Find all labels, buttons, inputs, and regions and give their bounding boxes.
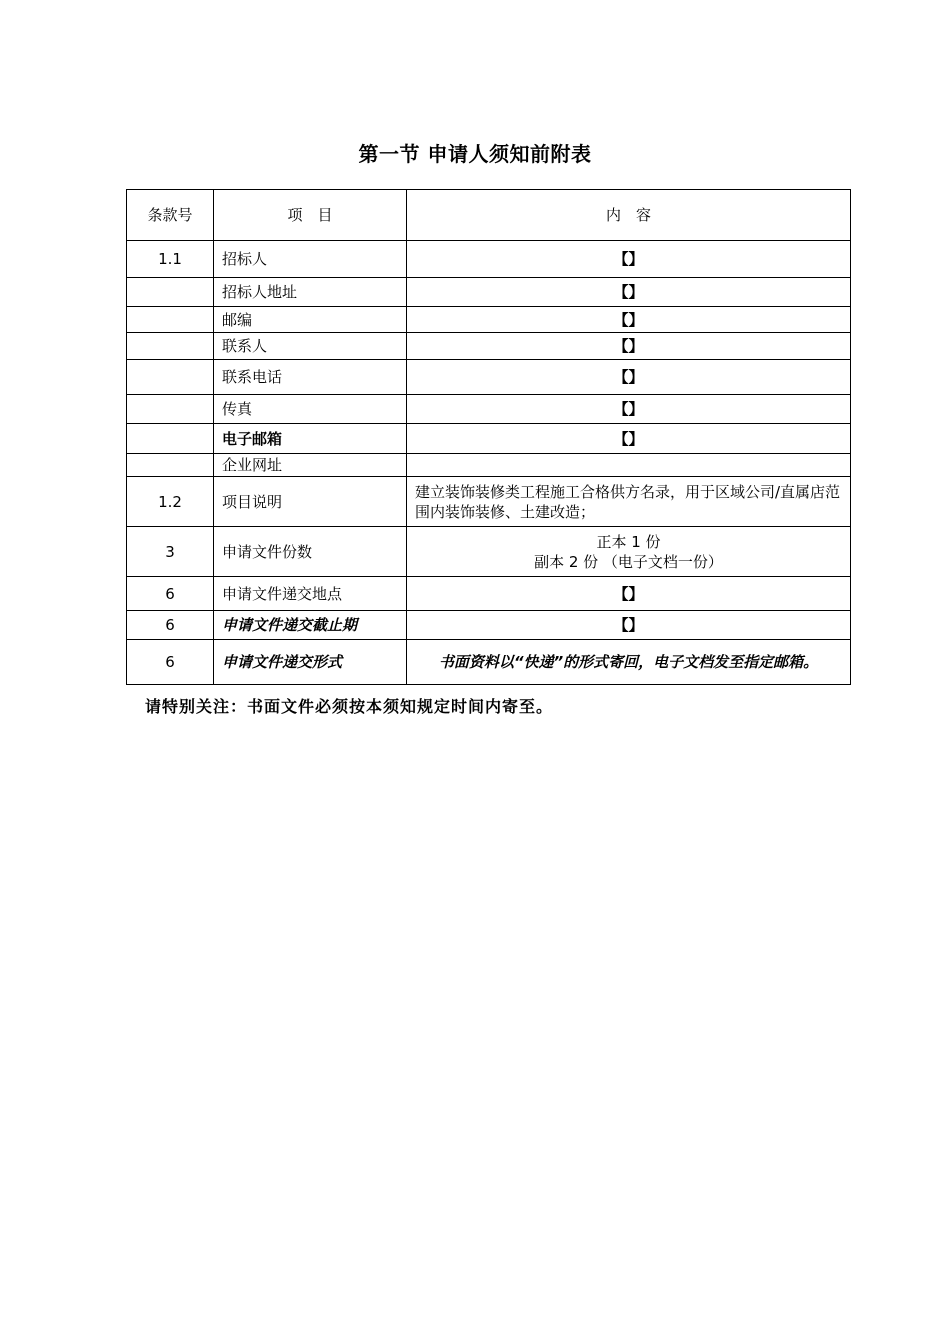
clause-number: 3 <box>127 527 214 577</box>
item-label: 邮编 <box>214 307 407 333</box>
clause-number <box>127 454 214 477</box>
content-value: 书面资料以“快递”的形式寄回，电子文档发至指定邮箱。 <box>407 640 851 685</box>
clause-number: 1.1 <box>127 241 214 278</box>
applicant-notice-table <box>126 189 851 685</box>
table-row <box>127 395 851 424</box>
clause-number: 6 <box>127 611 214 640</box>
item-label: 项目说明 <box>214 477 407 527</box>
item-label: 联系电话 <box>214 360 407 395</box>
item-label: 招标人地址 <box>214 278 407 307</box>
content-value: 【】 <box>407 333 851 360</box>
clause-number <box>127 424 214 454</box>
item-label: 申请文件递交截止期 <box>214 611 407 640</box>
content-value: 【】 <box>407 577 851 611</box>
table-row <box>127 278 851 307</box>
table-row <box>127 360 851 395</box>
table-row <box>127 241 851 278</box>
header-item: 项 目 <box>214 190 407 241</box>
header-content: 内 容 <box>407 190 851 241</box>
content-value <box>407 454 851 477</box>
page-title: 第一节 申请人须知前附表 <box>358 142 592 166</box>
table-row <box>127 611 851 640</box>
table-row <box>127 424 851 454</box>
clause-number <box>127 395 214 424</box>
item-label: 企业网址 <box>214 454 407 477</box>
clause-number: 6 <box>127 640 214 685</box>
duplicate-copies: 副本 2 份 （电子文档一份） <box>534 552 723 571</box>
content-value: 【】 <box>407 278 851 307</box>
table-row <box>127 307 851 333</box>
table-row <box>127 527 851 577</box>
item-label: 申请文件份数 <box>214 527 407 577</box>
item-label: 申请文件递交形式 <box>214 640 407 685</box>
clause-number <box>127 333 214 360</box>
table-row <box>127 577 851 611</box>
table-row <box>127 477 851 527</box>
clause-number <box>127 307 214 333</box>
item-label: 传真 <box>214 395 407 424</box>
item-label: 招标人 <box>214 241 407 278</box>
content-value: 建立装饰装修类工程施工合格供方名录，用于区域公司/直属店范围内装饰装修、土建改造； <box>407 477 851 527</box>
clause-number <box>127 360 214 395</box>
content-value <box>407 527 851 577</box>
table-row <box>127 454 851 477</box>
item-label: 联系人 <box>214 333 407 360</box>
special-attention-note: 请特别关注：书面文件必须按本须知规定时间内寄至。 <box>145 697 554 716</box>
content-value: 【】 <box>407 307 851 333</box>
table-row <box>127 640 851 685</box>
header-clause-number: 条款号 <box>127 190 214 241</box>
content-value: 【】 <box>407 424 851 454</box>
clause-number: 1.2 <box>127 477 214 527</box>
content-value: 【】 <box>407 611 851 640</box>
clause-number: 6 <box>127 577 214 611</box>
content-value: 【】 <box>407 241 851 278</box>
content-value: 【】 <box>407 360 851 395</box>
content-value: 【】 <box>407 395 851 424</box>
item-label: 电子邮箱 <box>214 424 407 454</box>
table-header-row <box>127 190 851 241</box>
clause-number <box>127 278 214 307</box>
original-copies: 正本 1 份 <box>596 532 661 551</box>
item-label: 申请文件递交地点 <box>214 577 407 611</box>
table-row <box>127 333 851 360</box>
